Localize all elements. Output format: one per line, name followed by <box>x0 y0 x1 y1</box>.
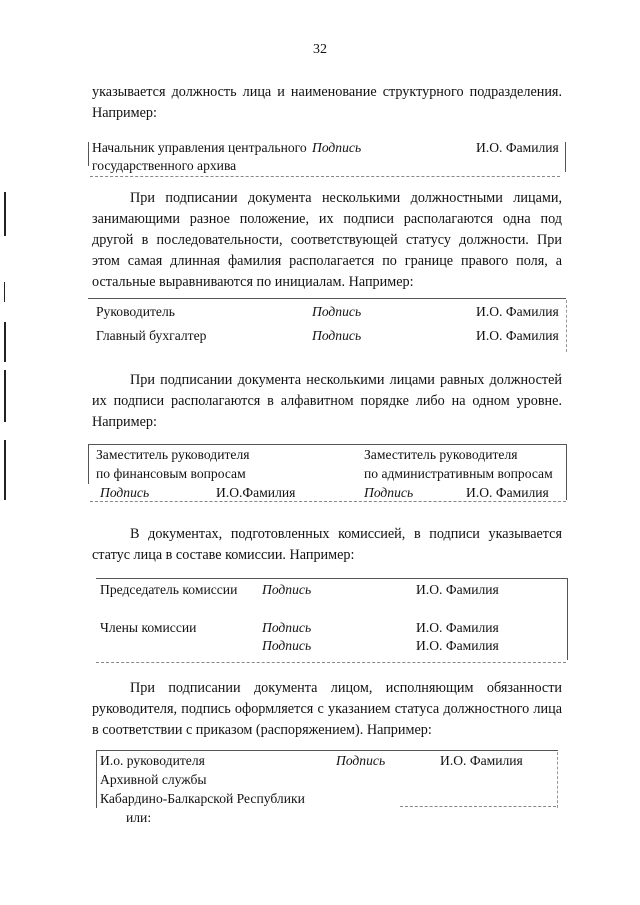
paragraph-2-text: При подписании документа несколькими должностными лицами, занимающими разное положение, их подписи располагаются одна под другой в последовательности, соответствующей статусу должности. При этом самая длинная фамилия располагается по границе правого поля, а остальные выравниваются по инициалам. Например: <box>92 190 562 290</box>
example-3-right-name: И.О. Фамилия <box>466 485 549 500</box>
scan-margin-bar <box>4 192 6 236</box>
example-5-line-2: Архивной службы <box>100 772 207 787</box>
example-2-row-1-name: И.О. Фамилия <box>476 304 559 319</box>
example-2-row-2-title: Главный бухгалтер <box>96 328 207 343</box>
example-4-chair-title: Председатель комиссии <box>100 582 238 597</box>
scan-margin-bar <box>4 440 6 500</box>
paragraph-1-line-2: Например: <box>92 105 157 121</box>
example-5-line-3: Кабардино-Балкарской Республики <box>100 791 305 806</box>
example-4-member-2-signature: Подпись <box>262 638 312 653</box>
paragraph-4-text: В документах, подготовленных комиссией, в подписи указывается статус лица в составе комиссии. Например: <box>92 526 562 563</box>
example-3-left-name: И.О.Фамилия <box>216 485 296 500</box>
example-3-right-line-2: по административным вопросам <box>364 466 553 481</box>
example-1-signature: Подпись <box>312 140 362 155</box>
paragraph-5-text: При подписании документа лицом, исполняющим обязанности руководителя, подпись оформляется с указанием статуса должностного лица в соответствии с приказом (распоряжением). Например: <box>92 680 562 738</box>
example-1-title-line-1: Начальник управления центрального <box>92 140 307 155</box>
scan-margin-bar <box>4 322 6 362</box>
scan-margin-bar <box>4 370 6 422</box>
example-4-member-1-name: И.О. Фамилия <box>416 620 499 635</box>
scan-margin-bar <box>4 282 5 302</box>
paragraph-5 <box>92 678 562 741</box>
example-2-row-1-signature: Подпись <box>312 304 362 319</box>
example-3-right-signature: Подпись <box>364 485 414 500</box>
paragraph-3-text: При подписании документа несколькими лицами равных должностей их подписи располагаются в алфавитном порядке либо на одном уровне. Например: <box>92 372 562 430</box>
example-5-or-text: или: <box>126 810 152 825</box>
paragraph-1 <box>92 82 562 124</box>
example-3-left-signature: Подпись <box>100 485 150 500</box>
page-number: 32 <box>313 42 327 57</box>
example-3-left-line-1: Заместитель руководителя <box>96 447 250 462</box>
example-5-name: И.О. Фамилия <box>440 753 523 768</box>
example-5-signature: Подпись <box>336 753 386 768</box>
example-2-row-2-name: И.О. Фамилия <box>476 328 559 343</box>
example-3-left-line-2: по финансовым вопросам <box>96 466 246 481</box>
example-4-chair-signature: Подпись <box>262 582 312 597</box>
example-4-member-1-signature: Подпись <box>262 620 312 635</box>
example-4-members-title: Члены комиссии <box>100 620 197 635</box>
paragraph-3 <box>92 370 562 433</box>
example-2-row-1-title: Руководитель <box>96 304 175 319</box>
paragraph-2 <box>92 188 562 293</box>
example-1-title-line-2: государственного архива <box>92 158 237 173</box>
example-5-line-1: И.о. руководителя <box>100 753 205 768</box>
example-4-member-2-name: И.О. Фамилия <box>416 638 499 653</box>
example-3-right-line-1: Заместитель руководителя <box>364 447 518 462</box>
paragraph-4 <box>92 524 562 566</box>
example-1-name: И.О. Фамилия <box>476 140 559 155</box>
example-2-row-2-signature: Подпись <box>312 328 362 343</box>
example-4-chair-name: И.О. Фамилия <box>416 582 499 597</box>
paragraph-1-line-1: указывается должность лица и наименование структурного подразделения. <box>92 84 562 100</box>
